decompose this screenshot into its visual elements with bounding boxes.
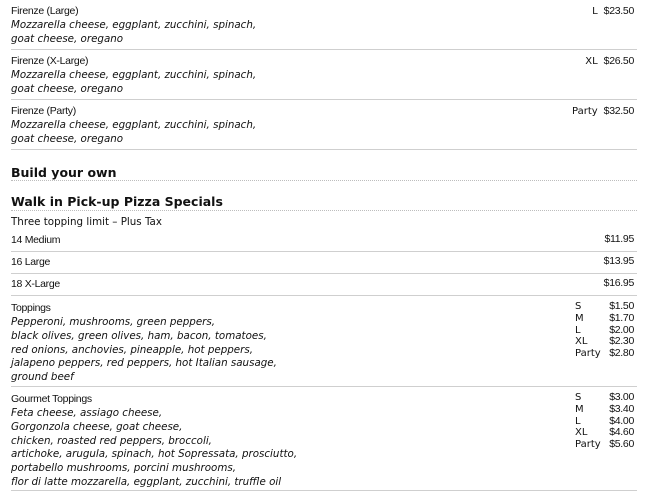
menu-item-gourmet-toppings	[11, 388, 637, 491]
price-row	[575, 313, 637, 325]
section-title-build-your-own: Build your own	[11, 165, 117, 180]
menu-item-toppings	[11, 297, 637, 387]
item-description-line: jalapeno peppers, red peppers, hot Italian sausage,	[11, 357, 277, 370]
price-value: $4.00	[609, 414, 634, 427]
price-row	[575, 404, 637, 416]
item-description-line: goat cheese, oregano	[11, 32, 124, 45]
price-value: $2.30	[609, 335, 634, 348]
item-price	[604, 233, 634, 245]
item-description-line: goat cheese, oregano	[11, 82, 124, 95]
item-price	[572, 105, 634, 117]
price-size: XL	[575, 336, 588, 348]
price-size: Party	[575, 439, 601, 451]
item-size: Party	[572, 106, 598, 117]
price-size: L	[575, 324, 581, 336]
item-description-line: black olives, green olives, ham, bacon, tomatoes,	[11, 329, 267, 342]
section-divider	[11, 180, 637, 181]
item-name: Firenze (Party)	[11, 105, 76, 117]
item-description-line: Gorgonzola cheese, goat cheese,	[11, 420, 183, 433]
item-description-line: flor di latte mozzarella, eggplant, zucchini, truffle oil	[11, 475, 282, 488]
item-name: 18 X-Large	[11, 278, 60, 290]
price-table	[575, 301, 637, 360]
menu-page	[11, 0, 637, 488]
item-price-value: $13.95	[603, 255, 634, 267]
item-description-line: Pepperoni, mushrooms, green peppers,	[11, 316, 216, 328]
item-price	[592, 5, 634, 17]
price-size: S	[575, 392, 582, 403]
price-size: Party	[575, 348, 601, 360]
item-price-value: $11.95	[604, 233, 634, 245]
price-table	[575, 392, 637, 451]
price-value: $1.50	[609, 300, 634, 312]
menu-item-18-xlarge	[11, 274, 637, 296]
price-value: $2.00	[609, 323, 634, 336]
item-description-line: Mozzarella cheese, eggplant, zucchini, spinach,	[11, 119, 257, 131]
price-value: $3.40	[609, 402, 634, 415]
price-value: $2.80	[609, 347, 634, 360]
price-size: M	[575, 403, 584, 415]
item-description	[11, 119, 256, 147]
menu-item-firenze-xlarge	[11, 50, 637, 100]
item-description-line: artichoke, arugula, spinach, hot Sopressata, prosciutto,	[11, 448, 298, 461]
item-description	[11, 19, 256, 47]
item-description-line: red onions, anchovies, pineapple, hot peppers,	[11, 343, 253, 356]
item-price	[604, 255, 634, 267]
section-divider	[11, 210, 637, 211]
item-description	[11, 69, 256, 97]
price-row	[575, 439, 637, 451]
price-size: L	[575, 415, 581, 427]
section-title-pizza-specials: Walk in Pick-up Pizza Specials	[11, 194, 223, 209]
item-name: 14 Medium	[11, 234, 61, 246]
item-name: 16 Large	[11, 256, 51, 268]
price-row	[575, 348, 637, 360]
item-description-line: Feta cheese, assiago cheese,	[11, 407, 163, 419]
price-size: M	[575, 312, 584, 324]
price-value: $5.60	[609, 438, 634, 451]
item-price-value: $26.50	[603, 55, 634, 67]
item-price	[604, 277, 634, 289]
item-name: Firenze (X-Large)	[11, 55, 89, 67]
item-price-value: $23.50	[603, 5, 634, 17]
item-name: Gourmet Toppings	[11, 393, 92, 405]
item-size: XL	[585, 56, 598, 67]
price-value: $3.00	[609, 391, 634, 403]
item-description-line: chicken, roasted red peppers, broccoli,	[11, 434, 212, 447]
item-name: Toppings	[11, 302, 51, 314]
item-description-line: goat cheese, oregano	[11, 132, 124, 145]
price-value: $1.70	[609, 311, 634, 324]
menu-item-firenze-party	[11, 100, 637, 150]
item-description-line: portabello mushrooms, porcini mushrooms,	[11, 462, 237, 475]
price-value: $4.60	[609, 426, 634, 439]
item-description	[11, 316, 277, 385]
item-size: L	[592, 6, 598, 17]
menu-item-firenze-large	[11, 0, 637, 50]
menu-item-16-large	[11, 252, 637, 274]
menu-item-14-medium	[11, 230, 637, 252]
section-subtitle: Three topping limit – Plus Tax	[11, 216, 162, 228]
item-price	[585, 55, 634, 67]
item-description-line: Mozzarella cheese, eggplant, zucchini, spinach,	[11, 19, 257, 31]
item-description-line: Mozzarella cheese, eggplant, zucchini, spinach,	[11, 69, 257, 81]
item-price-value: $32.50	[603, 105, 634, 117]
price-size: XL	[575, 427, 588, 439]
item-price-value: $16.95	[603, 277, 634, 289]
item-name: Firenze (Large)	[11, 5, 79, 17]
item-description	[11, 407, 297, 490]
price-size: S	[575, 301, 582, 312]
item-description-line: ground beef	[11, 371, 74, 384]
